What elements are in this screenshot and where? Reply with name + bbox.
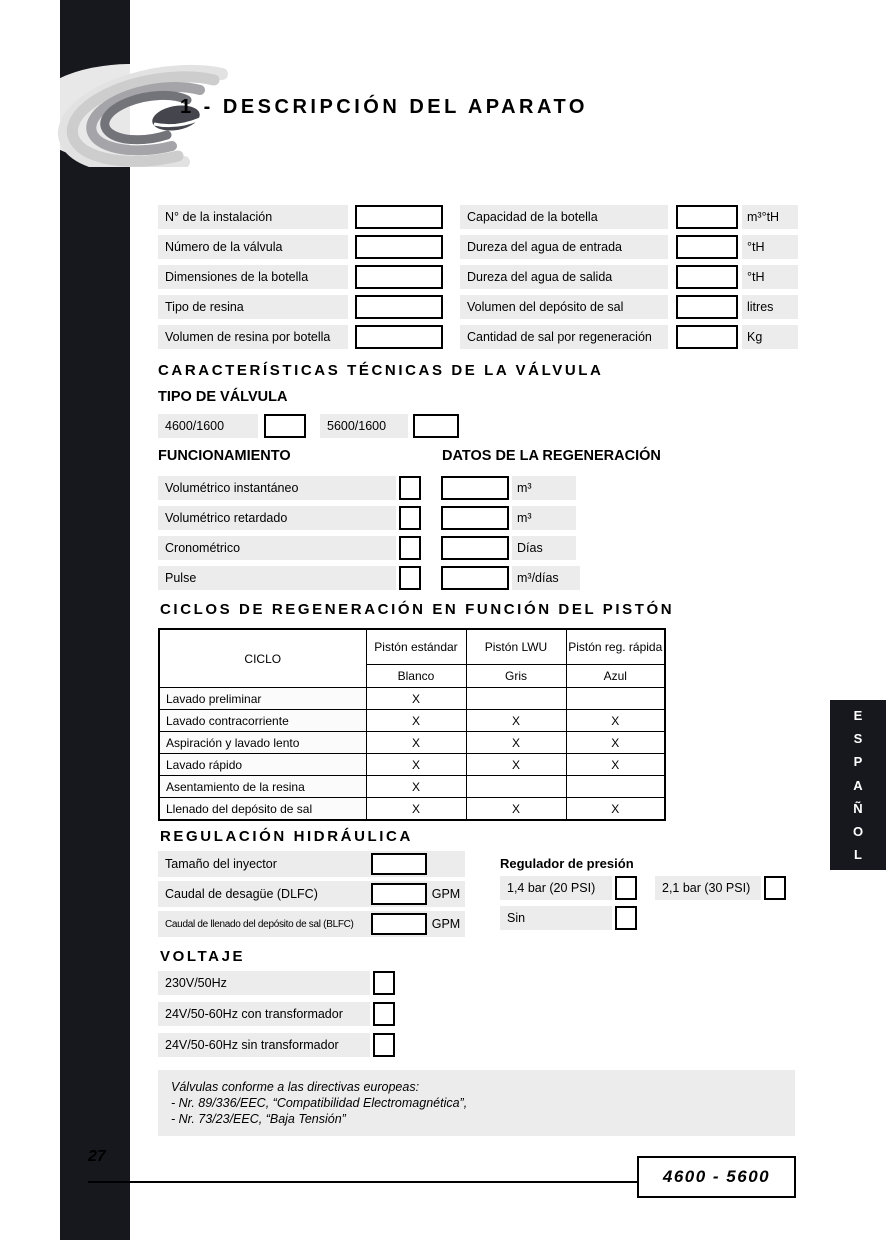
mode-label: Pulse	[158, 566, 396, 590]
field-input[interactable]	[355, 205, 443, 229]
subheading-pressure-regulator: Regulador de presión	[500, 856, 634, 871]
cycle-mark: X	[366, 688, 466, 710]
valve-type-input[interactable]	[264, 414, 306, 438]
voltage-checkbox[interactable]	[373, 1033, 395, 1057]
subheading-functioning: FUNCIONAMIENTO	[158, 448, 291, 464]
subheading-valve-type: TIPO DE VÁLVULA	[158, 389, 288, 405]
col-header-cycle: CICLO	[159, 629, 366, 688]
mode-row	[158, 536, 576, 560]
cycles-table	[158, 628, 666, 821]
cycle-mark: X	[466, 798, 566, 821]
col-header-piston-standard: Pistón estándar	[366, 629, 466, 665]
hydraulic-label: Caudal de llenado del depósito de sal (BLFC)	[165, 918, 354, 930]
hydraulic-label: Tamaño del inyector	[165, 857, 277, 871]
voltage-option-row	[158, 1033, 395, 1057]
page-title: 1 - DESCRIPCIÓN DEL APARATO	[180, 96, 588, 118]
table-row	[159, 754, 665, 776]
table-row	[159, 732, 665, 754]
field-unit: °tH	[742, 265, 798, 289]
cycle-mark	[566, 776, 665, 798]
mode-row	[158, 506, 576, 530]
cycle-mark: X	[566, 798, 665, 821]
form-row	[460, 325, 798, 349]
regen-value-input[interactable]	[441, 476, 509, 500]
form-row	[158, 325, 443, 349]
field-label: Tipo de resina	[158, 295, 348, 319]
regen-value-input[interactable]	[441, 506, 509, 530]
mode-row	[158, 476, 576, 500]
table-row	[159, 710, 665, 732]
section-heading-hydraulic: REGULACIÓN HIDRÁULICA	[160, 828, 413, 845]
language-letter: P	[853, 754, 863, 770]
pressure-option-row	[500, 906, 637, 930]
cycle-mark: X	[366, 776, 466, 798]
field-unit: litres	[742, 295, 798, 319]
field-input[interactable]	[676, 325, 738, 349]
mode-label: Volumétrico instantáneo	[158, 476, 396, 500]
section-heading-cycles: CICLOS DE REGENERACIÓN EN FUNCIÓN DEL PISTÓN	[160, 601, 675, 618]
cycle-mark	[566, 688, 665, 710]
cycle-mark: X	[466, 732, 566, 754]
valve-type-input[interactable]	[413, 414, 459, 438]
footer-rule	[88, 1181, 637, 1183]
language-letter: S	[853, 731, 863, 747]
form-row	[158, 295, 443, 319]
field-label: Capacidad de la botella	[460, 205, 668, 229]
mode-checkbox[interactable]	[399, 476, 421, 500]
col-header-color-gray: Gris	[466, 665, 566, 688]
field-label: Volumen del depósito de sal	[460, 295, 668, 319]
language-letter: L	[854, 846, 862, 862]
mode-checkbox[interactable]	[399, 566, 421, 590]
field-input[interactable]	[355, 235, 443, 259]
cycle-mark: X	[366, 754, 466, 776]
field-input[interactable]	[676, 295, 738, 319]
form-row	[158, 235, 443, 259]
table-row	[159, 798, 665, 821]
regen-unit: m³	[512, 476, 576, 500]
hydraulic-row	[158, 911, 465, 937]
regen-unit: m³	[512, 506, 576, 530]
mode-checkbox[interactable]	[399, 506, 421, 530]
pressure-option-row	[655, 876, 786, 900]
language-letter: Ñ	[853, 800, 863, 816]
regen-value-input[interactable]	[441, 536, 509, 560]
language-tab	[830, 700, 886, 870]
cycle-name: Asentamiento de la resina	[159, 776, 366, 798]
voltage-option-row	[158, 1002, 395, 1026]
voltage-checkbox[interactable]	[373, 1002, 395, 1026]
hydraulic-unit: GPM	[431, 917, 461, 931]
table-row	[159, 776, 665, 798]
hydraulic-input[interactable]	[371, 853, 427, 875]
col-header-piston-fast: Pistón reg. rápida	[566, 629, 665, 665]
valve-type-row	[158, 414, 459, 438]
hydraulic-row	[158, 851, 465, 877]
cycle-mark: X	[366, 710, 466, 732]
directives-note	[158, 1070, 795, 1136]
cycle-name: Lavado preliminar	[159, 688, 366, 710]
subheading-regeneration-data: DATOS DE LA REGENERACIÓN	[442, 448, 661, 464]
voltage-option-label: 24V/50-60Hz con transformador	[158, 1002, 370, 1026]
note-line: - Nr. 89/336/EEC, “Compatibilidad Electromagnética”,	[171, 1096, 468, 1110]
form-row	[460, 295, 798, 319]
cycle-mark: X	[466, 754, 566, 776]
hydraulic-input[interactable]	[371, 913, 427, 935]
col-header-piston-lwu: Pistón LWU	[466, 629, 566, 665]
cycle-name: Lavado rápido	[159, 754, 366, 776]
pressure-option-label: Sin	[500, 906, 612, 930]
form-row	[460, 265, 798, 289]
form-row	[158, 265, 443, 289]
form-row	[460, 235, 798, 259]
field-label: Volumen de resina por botella	[158, 325, 348, 349]
field-label: N° de la instalación	[158, 205, 348, 229]
cycle-mark: X	[366, 798, 466, 821]
field-unit: °tH	[742, 235, 798, 259]
field-input[interactable]	[355, 295, 443, 319]
field-unit: m³°tH	[742, 205, 798, 229]
cycle-name: Aspiración y lavado lento	[159, 732, 366, 754]
field-label: Cantidad de sal por regeneración	[460, 325, 668, 349]
valve-type-label: 5600/1600	[320, 414, 408, 438]
language-letter: O	[852, 823, 864, 839]
mode-row	[158, 566, 580, 590]
note-line: - Nr. 73/23/EEC, “Baja Tensión”	[171, 1112, 346, 1126]
regen-unit: m³/días	[512, 566, 580, 590]
page-number: 27	[88, 1148, 106, 1165]
cycle-mark: X	[466, 710, 566, 732]
col-header-color-white: Blanco	[366, 665, 466, 688]
field-input[interactable]	[676, 265, 738, 289]
hydraulic-label: Caudal de desagüe (DLFC)	[165, 887, 318, 901]
field-input[interactable]	[676, 235, 738, 259]
pressure-checkbox[interactable]	[764, 876, 786, 900]
pressure-checkbox[interactable]	[615, 906, 637, 930]
field-input[interactable]	[355, 265, 443, 289]
cycle-mark	[466, 688, 566, 710]
pressure-option-row	[500, 876, 637, 900]
col-header-color-blue: Azul	[566, 665, 665, 688]
field-input[interactable]	[676, 205, 738, 229]
voltage-checkbox[interactable]	[373, 971, 395, 995]
cycle-name: Lavado contracorriente	[159, 710, 366, 732]
cycle-mark: X	[366, 732, 466, 754]
cycle-mark: X	[566, 754, 665, 776]
section-heading-voltage: VOLTAJE	[160, 948, 246, 965]
pressure-option-label: 1,4 bar (20 PSI)	[500, 876, 612, 900]
cycle-mark	[466, 776, 566, 798]
mode-checkbox[interactable]	[399, 536, 421, 560]
cycle-mark: X	[566, 732, 665, 754]
language-letter: E	[853, 708, 863, 724]
voltage-option-row	[158, 971, 395, 995]
field-label: Número de la válvula	[158, 235, 348, 259]
mode-label: Cronométrico	[158, 536, 396, 560]
hydraulic-row	[158, 881, 465, 907]
model-badge: 4600 - 5600	[637, 1156, 796, 1198]
voltage-option-label: 230V/50Hz	[158, 971, 370, 995]
note-line: Válvulas conforme a las directivas europeas:	[171, 1080, 420, 1094]
form-row	[158, 205, 443, 229]
field-input[interactable]	[355, 325, 443, 349]
valve-type-label: 4600/1600	[158, 414, 258, 438]
voltage-option-label: 24V/50-60Hz sin transformador	[158, 1033, 370, 1057]
cycle-mark: X	[566, 710, 665, 732]
table-row	[159, 688, 665, 710]
field-label: Dureza del agua de entrada	[460, 235, 668, 259]
pressure-checkbox[interactable]	[615, 876, 637, 900]
field-label: Dureza del agua de salida	[460, 265, 668, 289]
field-label: Dimensiones de la botella	[158, 265, 348, 289]
mode-label: Volumétrico retardado	[158, 506, 396, 530]
regen-value-input[interactable]	[441, 566, 509, 590]
hydraulic-unit: GPM	[431, 887, 461, 901]
hydraulic-input[interactable]	[371, 883, 427, 905]
pressure-option-label: 2,1 bar (30 PSI)	[655, 876, 761, 900]
regen-unit: Días	[512, 536, 576, 560]
cycle-name: Llenado del depósito de sal	[159, 798, 366, 821]
form-row	[460, 205, 798, 229]
left-band	[60, 0, 130, 1240]
section-heading-valve: CARACTERÍSTICAS TÉCNICAS DE LA VÁLVULA	[158, 362, 604, 379]
language-letter: A	[853, 777, 863, 793]
field-unit: Kg	[742, 325, 798, 349]
